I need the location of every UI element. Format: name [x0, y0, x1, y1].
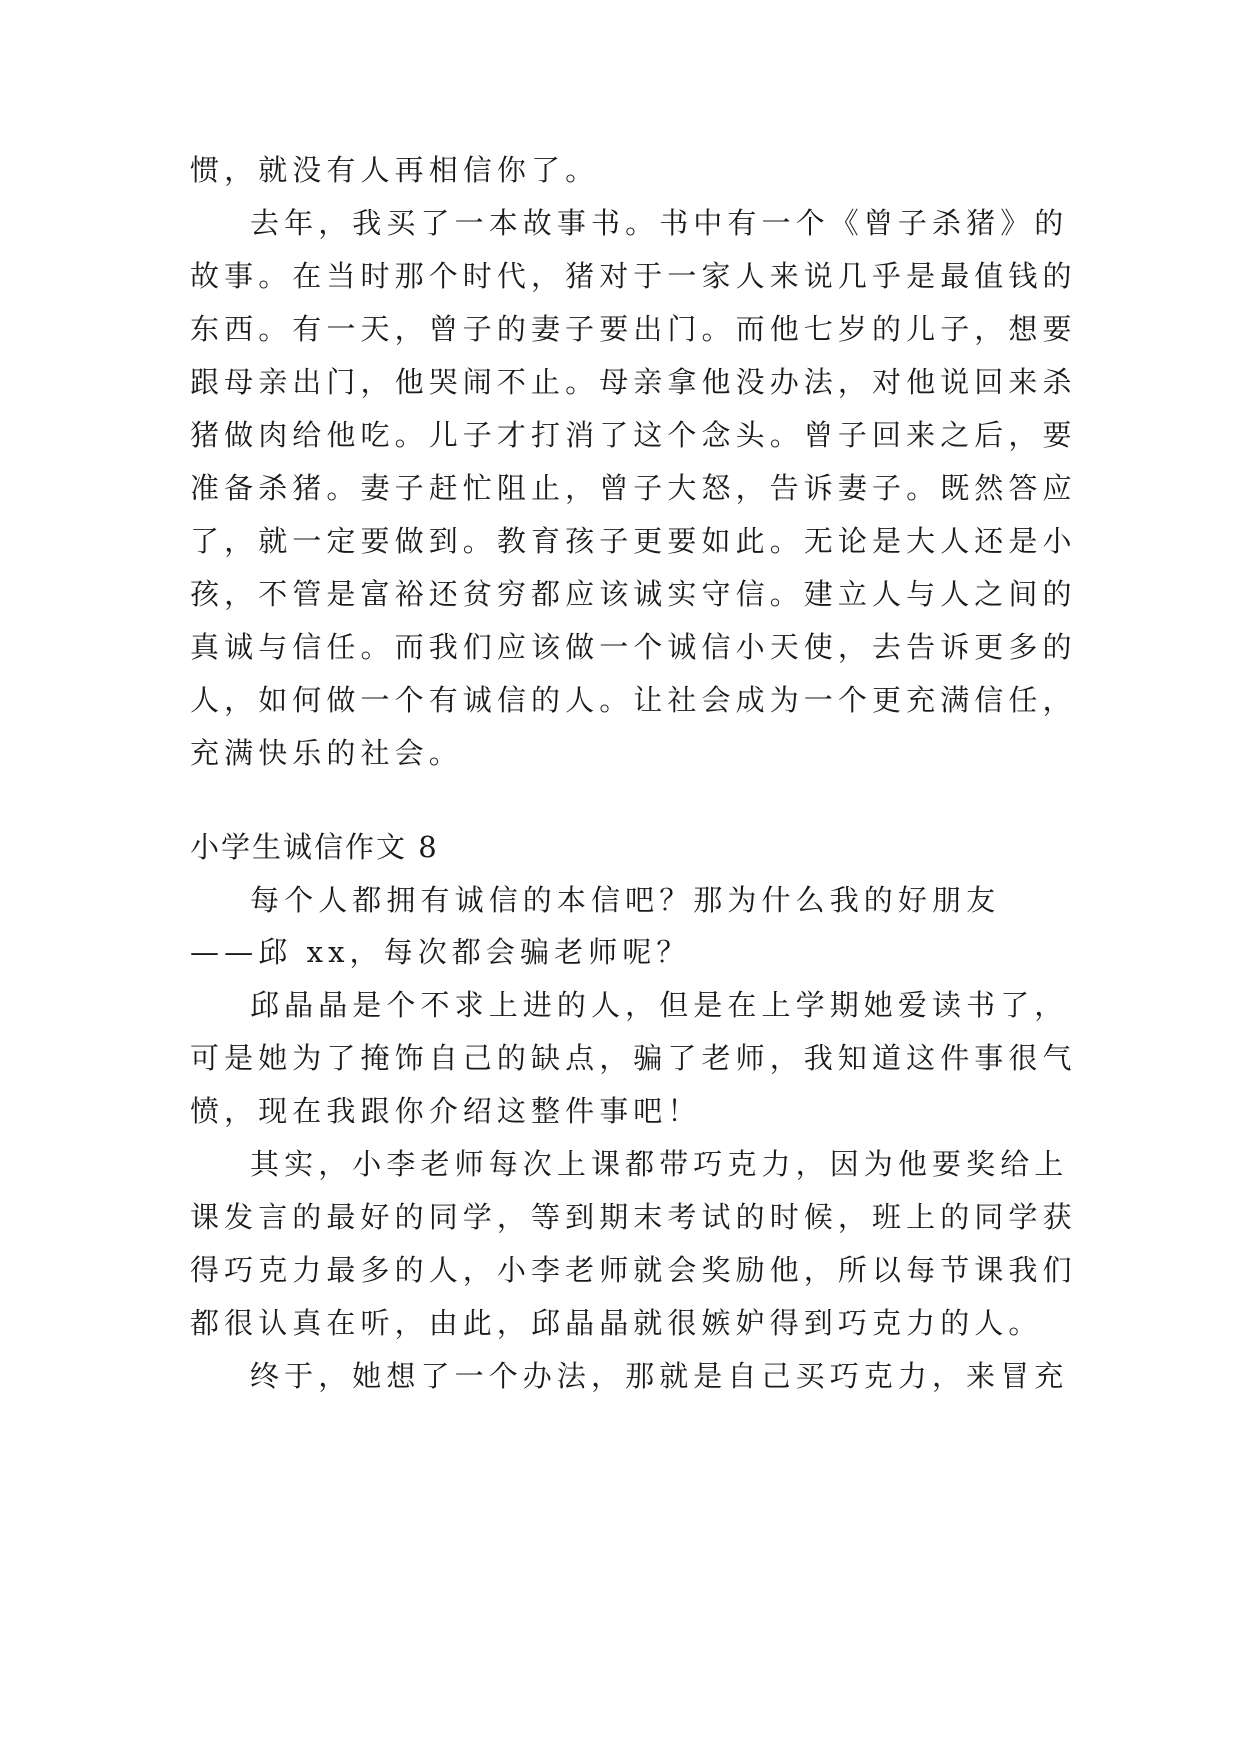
paragraph-line: 真诚与信任。而我们应该做一个诚信小天使，去告诉更多的 [190, 630, 1077, 664]
paragraph-line: 终于，她想了一个办法，那就是自己买巧克力，来冒充 [250, 1359, 1069, 1393]
paragraph-line: 愤，现在我跟你介绍这整件事吧！ [190, 1094, 702, 1128]
section-heading: 小学生诚信作文 8 [190, 830, 439, 864]
paragraph-line: 课发言的最好的同学，等到期末考试的时候，班上的同学获 [190, 1200, 1077, 1234]
paragraph-line: 猪做肉给他吃。儿子才打消了这个念头。曾子回来之后，要 [190, 418, 1077, 452]
paragraph-line: 人，如何做一个有诚信的人。让社会成为一个更充满信任， [190, 683, 1077, 717]
paragraph-line: 东西。有一天，曾子的妻子要出门。而他七岁的儿子，想要 [190, 312, 1077, 346]
paragraph-line: 可是她为了掩饰自己的缺点，骗了老师，我知道这件事很气 [190, 1041, 1077, 1075]
paragraph-line: 孩，不管是富裕还贫穷都应该诚实守信。建立人与人之间的 [190, 577, 1077, 611]
paragraph-line: 其实，小李老师每次上课都带巧克力，因为他要奖给上 [250, 1147, 1069, 1181]
paragraph-line: 充满快乐的社会。 [190, 736, 463, 770]
paragraph-line: 邱晶晶是个不求上进的人，但是在上学期她爱读书了， [250, 988, 1069, 1022]
paragraph-line: 都很认真在听，由此，邱晶晶就很嫉妒得到巧克力的人。 [190, 1306, 1043, 1340]
paragraph-line: 每个人都拥有诚信的本信吧？那为什么我的好朋友 [250, 883, 1001, 917]
paragraph-line: 准备杀猪。妻子赶忙阻止，曾子大怒，告诉妻子。既然答应 [190, 471, 1077, 505]
paragraph-line: ——邱 xx，每次都会骗老师呢？ [190, 935, 691, 969]
paragraph-line: 了，就一定要做到。教育孩子更要如此。无论是大人还是小 [190, 524, 1077, 558]
paragraph-line: 去年，我买了一本故事书。书中有一个《曾子杀猪》的 [250, 206, 1069, 240]
paragraph-line: 跟母亲出门，他哭闹不止。母亲拿他没办法，对他说回来杀 [190, 365, 1077, 399]
paragraph-line: 得巧克力最多的人，小李老师就会奖励他，所以每节课我们 [190, 1253, 1077, 1287]
paragraph-line: 惯，就没有人再相信你了。 [190, 153, 600, 187]
paragraph-line: 故事。在当时那个时代，猪对于一家人来说几乎是最值钱的 [190, 259, 1077, 293]
